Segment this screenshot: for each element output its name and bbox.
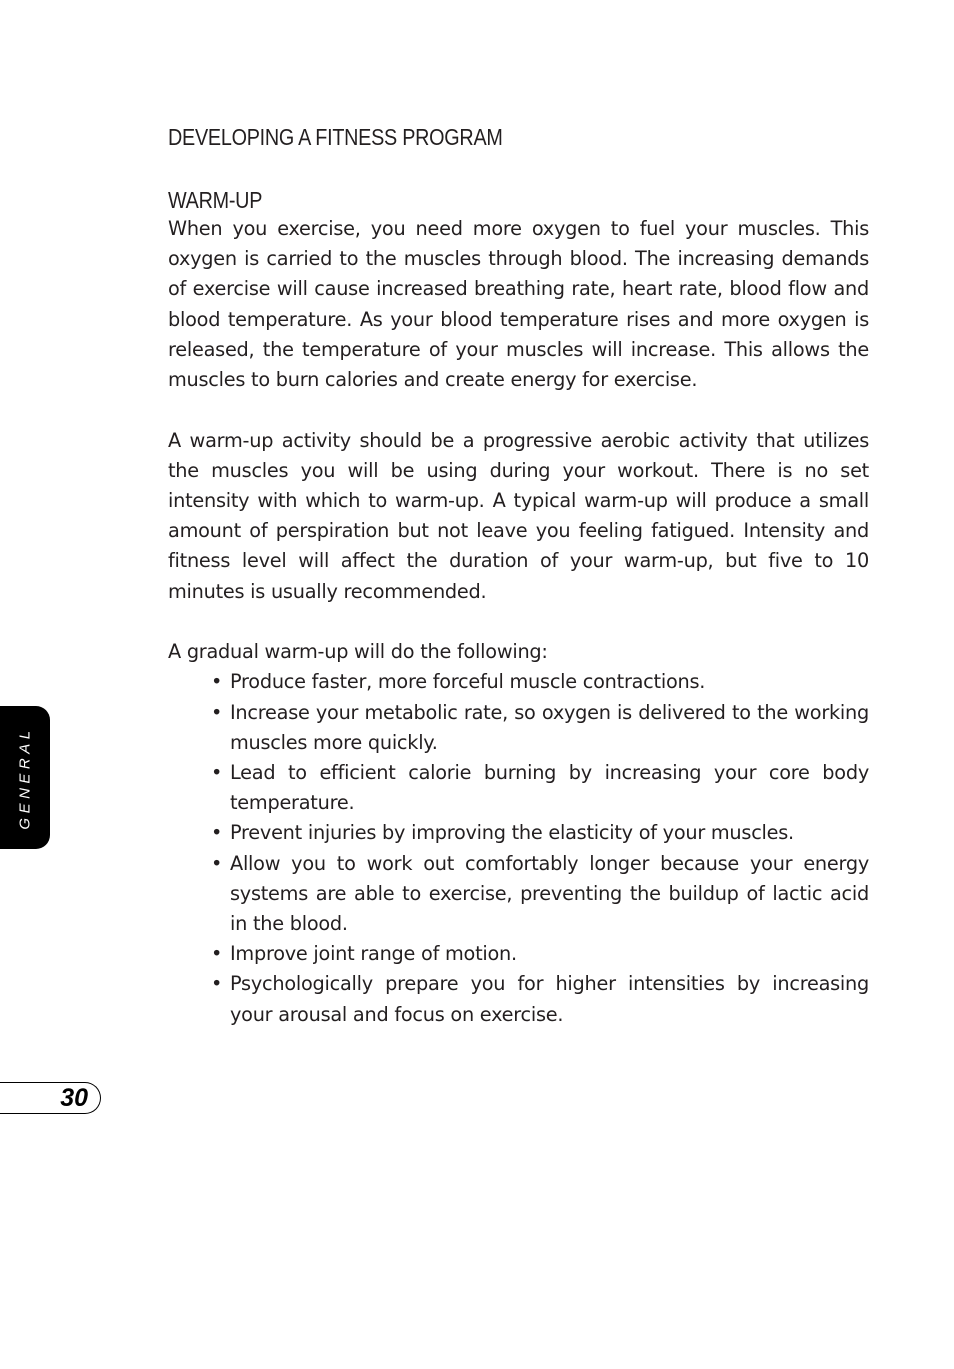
list-item-text: Psychologically prepare you for higher intensities by increasing your arousal and focus on exercise.: [230, 972, 869, 1026]
page-number-badge: [0, 1082, 101, 1114]
list-item-text: Increase your metabolic rate, so oxygen is delivered to the working muscles more quickly.: [230, 700, 869, 754]
list-item: [168, 758, 869, 818]
bullet-icon: •: [211, 821, 223, 845]
paragraph-gradual-warm-up-intro: A gradual warm-up will do the following:: [168, 640, 548, 664]
paragraph-warm-up-activity: A warm-up activity should be a progressive aerobic activity that utilizes the muscles you will be using during your workout. There is no set intensity with which to warm-up. A typical warm-up will produce a small amount of perspiration but not leave you feeling fatigued. Intensity and fitness level will affect the duration of your warm-up, but five to 10 minutes is usually recommended.: [168, 428, 869, 603]
page-title: DEVELOPING A FITNESS PROGRAM: [168, 124, 503, 150]
list-item-text: Improve joint range of motion.: [230, 942, 517, 966]
list-item: [168, 849, 869, 940]
list-item-text: Produce faster, more forceful muscle contractions.: [230, 670, 706, 694]
bullet-icon: •: [211, 761, 223, 785]
bullet-icon: •: [211, 942, 223, 966]
list-item: [168, 698, 869, 758]
list-item: [168, 939, 869, 969]
list-item: [168, 818, 869, 848]
benefits-list: [168, 667, 869, 1029]
list-item: [168, 969, 869, 1029]
section-title-warm-up: WARM-UP: [168, 187, 263, 213]
paragraph-oxygen: When you exercise, you need more oxygen to fuel your muscles. This oxygen is carried to the muscles through blood. The increasing demands of exercise will cause increased breathing rate, heart rate, blood flow and blood temperature. As your blood temperature rises and more oxygen is released, the temperature of your muscles will increase. This allows the muscles to burn calories and create energy for exercise.: [168, 217, 869, 392]
list-item-text: Lead to efficient calorie burning by increasing your core body temperature.: [230, 761, 869, 815]
bullet-icon: •: [211, 851, 223, 875]
list-item-text: Allow you to work out comfortably longer because your energy systems are able to exercise, preventing the buildup of lactic acid in the blood.: [230, 851, 869, 936]
list-item: [168, 667, 869, 697]
section-tab-label: GENERAL: [16, 726, 34, 830]
section-tab-general: [0, 706, 50, 849]
page-number: 30: [60, 1084, 88, 1112]
page-content: [168, 120, 869, 1030]
bullet-icon: •: [211, 670, 223, 694]
bullet-icon: •: [211, 972, 223, 996]
list-item-text: Prevent injuries by improving the elasticity of your muscles.: [230, 821, 794, 845]
bullet-icon: •: [211, 700, 223, 724]
